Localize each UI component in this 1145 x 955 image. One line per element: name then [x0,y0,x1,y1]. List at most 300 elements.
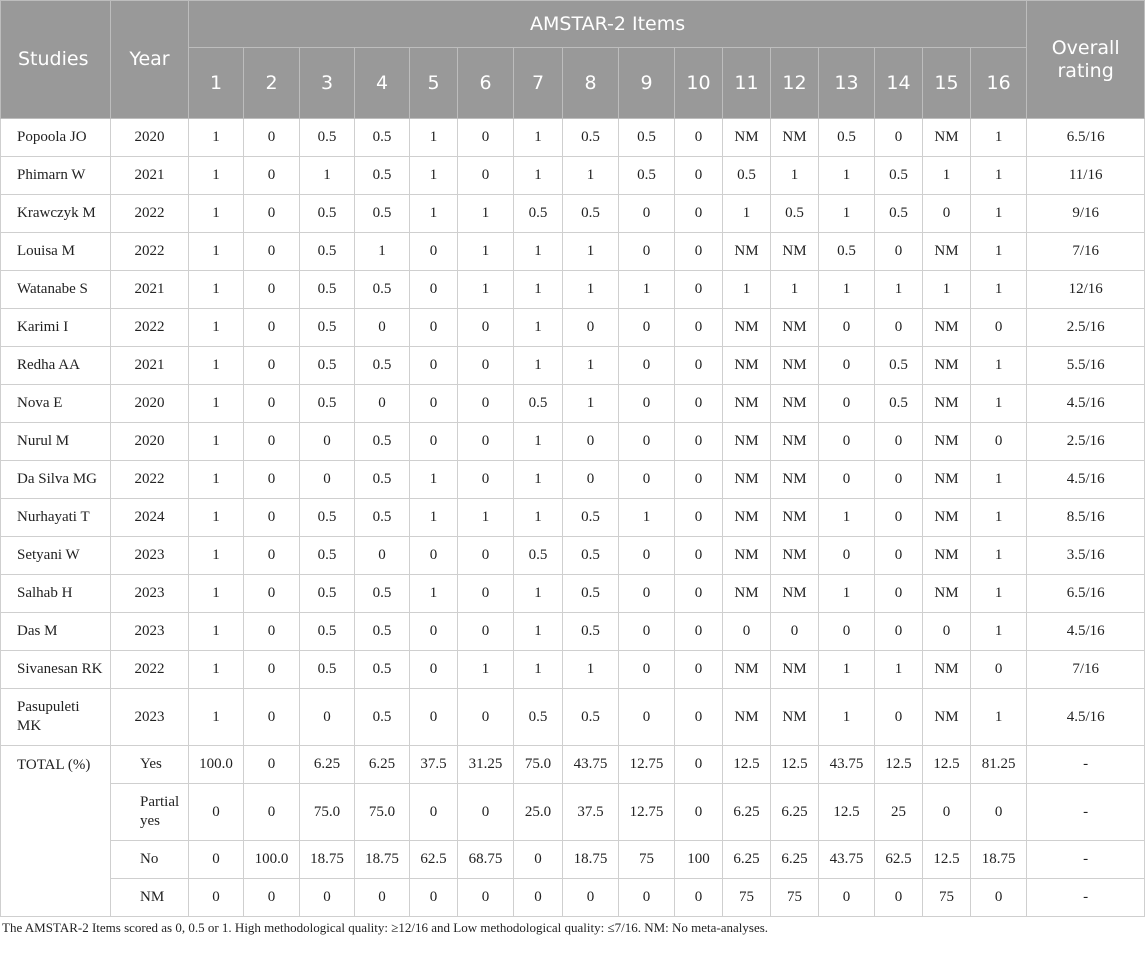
study-name: Salhab H [1,575,111,613]
table-header [1,1,1145,119]
item-score: 0 [675,651,723,689]
item-score: 1 [458,233,514,271]
study-name: Louisa M [1,233,111,271]
total-row [1,841,1145,879]
item-score: 0 [244,385,300,423]
item-score: 0.5 [355,689,410,746]
item-score: 0 [675,119,723,157]
total-value: 37.5 [563,784,619,841]
item-score: 0 [675,195,723,233]
total-value: 43.75 [819,841,875,879]
item-score: NM [723,537,771,575]
item-score: 0 [619,651,675,689]
item-score: 1 [819,651,875,689]
item-score: 0 [619,689,675,746]
total-value: 12.5 [923,746,971,784]
total-value: 12.5 [875,746,923,784]
total-value: 0 [189,784,244,841]
table-row [1,499,1145,537]
total-value: 37.5 [410,746,458,784]
item-score: 0.5 [300,195,355,233]
overall-rating: 4.5/16 [1027,689,1145,746]
item-score: 0 [410,651,458,689]
item-score: 1 [189,537,244,575]
item-score: 0 [675,347,723,385]
item-score: 0.5 [300,233,355,271]
total-category: No [111,841,189,879]
header-item-1: 1 [189,48,244,119]
item-score: 0 [875,233,923,271]
item-score: 1 [514,613,563,651]
total-value: 75 [723,879,771,917]
table-row [1,423,1145,461]
item-score: 0.5 [300,347,355,385]
item-score: NM [923,461,971,499]
total-value: 6.25 [771,841,819,879]
item-score: 0 [875,689,923,746]
item-score: 0 [675,575,723,613]
item-score: NM [923,651,971,689]
total-category: Yes [111,746,189,784]
total-category: NM [111,879,189,917]
item-score: 1 [189,613,244,651]
item-score: 0.5 [355,461,410,499]
item-score: 1 [819,157,875,195]
item-score: 0 [771,613,819,651]
item-score: NM [771,651,819,689]
item-score: 1 [771,271,819,309]
total-value: 75 [771,879,819,917]
total-value: 0 [244,746,300,784]
item-score: 0 [355,309,410,347]
item-score: 1 [514,575,563,613]
header-item-4: 4 [355,48,410,119]
item-score: 1 [410,195,458,233]
item-score: 1 [189,195,244,233]
item-score: 0.5 [563,689,619,746]
study-year: 2023 [111,689,189,746]
item-score: 1 [723,271,771,309]
item-score: 0.5 [514,195,563,233]
item-score: 0 [244,689,300,746]
item-score: 1 [563,651,619,689]
study-year: 2023 [111,613,189,651]
total-value: 0 [675,746,723,784]
item-score: NM [723,119,771,157]
item-score: 0 [819,537,875,575]
item-score: 0 [355,537,410,575]
item-score: 1 [971,233,1027,271]
item-score: 0 [819,423,875,461]
item-score: 0 [300,689,355,746]
item-score: 0 [819,347,875,385]
total-value: 0 [675,784,723,841]
item-score: 0 [300,423,355,461]
item-score: 0 [410,537,458,575]
item-score: 0.5 [355,651,410,689]
item-score: 0 [819,461,875,499]
item-score: 0 [244,195,300,233]
item-score: 0 [458,309,514,347]
item-score: 1 [971,385,1027,423]
study-year: 2022 [111,651,189,689]
item-score: 0 [619,309,675,347]
item-score: 0 [675,423,723,461]
item-score: 1 [819,689,875,746]
item-score: 0 [410,689,458,746]
total-rating: - [1027,879,1145,917]
item-score: 0.5 [875,157,923,195]
study-name: Das M [1,613,111,651]
overall-rating: 12/16 [1027,271,1145,309]
item-score: 0 [458,347,514,385]
item-score: NM [923,537,971,575]
item-score: 1 [514,119,563,157]
total-value: 75.0 [514,746,563,784]
item-score: 0 [819,385,875,423]
item-score: NM [723,575,771,613]
item-score: 1 [819,499,875,537]
total-label: TOTAL (%) [1,746,111,917]
item-score: 1 [458,499,514,537]
item-score: 1 [458,195,514,233]
item-score: 0 [244,651,300,689]
item-score: 0.5 [300,385,355,423]
study-name: Sivanesan RK [1,651,111,689]
total-value: 62.5 [410,841,458,879]
item-score: 0 [410,423,458,461]
table-row [1,385,1145,423]
item-score: 1 [971,195,1027,233]
item-score: NM [723,423,771,461]
item-score: 0 [619,461,675,499]
table-row [1,157,1145,195]
item-score: 0 [458,461,514,499]
overall-rating: 11/16 [1027,157,1145,195]
item-score: 1 [563,385,619,423]
item-score: 0.5 [563,119,619,157]
item-score: NM [771,499,819,537]
study-year: 2022 [111,233,189,271]
total-value: 100.0 [244,841,300,879]
item-score: 0.5 [875,385,923,423]
table-row [1,119,1145,157]
study-name: Da Silva MG [1,461,111,499]
item-score: NM [771,537,819,575]
total-value: 0 [514,879,563,917]
item-score: NM [723,689,771,746]
item-score: 0.5 [563,195,619,233]
item-score: 0 [875,119,923,157]
total-value: 62.5 [875,841,923,879]
item-score: 0.5 [514,537,563,575]
item-score: 1 [514,651,563,689]
item-score: 1 [771,157,819,195]
total-value: 6.25 [723,784,771,841]
item-score: 0 [923,613,971,651]
item-score: NM [723,233,771,271]
item-score: NM [771,423,819,461]
item-score: 0 [675,271,723,309]
total-value: 0 [971,879,1027,917]
item-score: 0.5 [300,575,355,613]
study-name: Krawczyk M [1,195,111,233]
item-score: NM [923,309,971,347]
item-score: 1 [971,537,1027,575]
item-score: 0 [244,613,300,651]
item-score: 0 [410,385,458,423]
item-score: 1 [971,499,1027,537]
total-value: 0 [458,784,514,841]
item-score: 0.5 [355,271,410,309]
item-score: 0 [675,233,723,271]
item-score: 0 [458,119,514,157]
header-year: Year [111,1,189,119]
table-row [1,271,1145,309]
item-score: NM [771,309,819,347]
item-score: 1 [189,385,244,423]
header-item-9: 9 [619,48,675,119]
header-overall-rating: Overall rating [1027,1,1145,119]
item-score: 0 [300,461,355,499]
table-row [1,309,1145,347]
item-score: 0 [458,157,514,195]
item-score: 0.5 [355,347,410,385]
item-score: 0.5 [300,119,355,157]
total-value: 12.5 [723,746,771,784]
item-score: 0 [410,309,458,347]
total-value: 18.75 [300,841,355,879]
item-score: 0 [619,385,675,423]
total-value: 100 [675,841,723,879]
item-score: NM [771,233,819,271]
item-score: 0 [458,385,514,423]
item-score: NM [923,689,971,746]
item-score: 0 [619,613,675,651]
item-score: NM [923,119,971,157]
item-score: 0 [244,271,300,309]
item-score: 1 [189,119,244,157]
total-value: 43.75 [819,746,875,784]
item-score: 1 [458,651,514,689]
item-score: 1 [410,461,458,499]
item-score: 0 [875,613,923,651]
item-score: 1 [971,613,1027,651]
header-item-16: 16 [971,48,1027,119]
total-value: 0 [514,841,563,879]
total-value: 0 [189,841,244,879]
item-score: 1 [619,271,675,309]
item-score: 0 [971,651,1027,689]
item-score: 0.5 [563,537,619,575]
item-score: NM [771,347,819,385]
total-value: 18.75 [355,841,410,879]
study-year: 2020 [111,119,189,157]
item-score: 1 [189,651,244,689]
item-score: 1 [563,233,619,271]
item-score: 0 [675,309,723,347]
total-value: 81.25 [971,746,1027,784]
item-score: 0.5 [563,575,619,613]
item-score: NM [923,575,971,613]
item-score: 0 [923,195,971,233]
total-value: 12.5 [771,746,819,784]
total-value: 0 [244,784,300,841]
item-score: 1 [514,499,563,537]
total-value: 0 [819,879,875,917]
item-score: NM [771,689,819,746]
item-score: NM [923,347,971,385]
item-score: 1 [819,575,875,613]
item-score: 1 [563,271,619,309]
header-studies: Studies [1,1,111,119]
item-score: 1 [410,575,458,613]
item-score: 0 [875,575,923,613]
item-score: 0.5 [723,157,771,195]
item-score: 0 [244,119,300,157]
table-row [1,461,1145,499]
total-value: 6.25 [355,746,410,784]
item-score: NM [771,461,819,499]
item-score: 0 [675,499,723,537]
item-score: NM [723,309,771,347]
item-score: 0 [563,309,619,347]
header-item-2: 2 [244,48,300,119]
item-score: 1 [514,423,563,461]
total-value: 0 [300,879,355,917]
item-score: 0.5 [355,195,410,233]
item-score: 1 [410,157,458,195]
item-score: 1 [514,309,563,347]
item-score: 1 [410,499,458,537]
item-score: 0 [355,385,410,423]
total-rating: - [1027,746,1145,784]
item-score: 0.5 [619,119,675,157]
overall-rating: 8.5/16 [1027,499,1145,537]
header-item-7: 7 [514,48,563,119]
study-name: Nurul M [1,423,111,461]
total-rating: - [1027,784,1145,841]
item-score: 0.5 [300,537,355,575]
total-value: 6.25 [723,841,771,879]
table-row [1,651,1145,689]
study-name: Redha AA [1,347,111,385]
item-score: 0.5 [300,651,355,689]
total-value: 0 [563,879,619,917]
item-score: 1 [875,271,923,309]
item-score: NM [923,423,971,461]
item-score: NM [771,385,819,423]
item-score: 0 [875,309,923,347]
item-score: 0 [675,689,723,746]
total-value: 0 [244,879,300,917]
total-value: 0 [189,879,244,917]
item-score: 0.5 [771,195,819,233]
item-score: 0 [619,233,675,271]
total-value: 0 [355,879,410,917]
item-score: 1 [923,157,971,195]
item-score: 0 [971,423,1027,461]
study-name: Popoola JO [1,119,111,157]
item-score: 1 [971,271,1027,309]
item-score: 0 [723,613,771,651]
item-score: 1 [563,347,619,385]
total-value: 75 [619,841,675,879]
item-score: 0.5 [875,195,923,233]
study-year: 2021 [111,271,189,309]
overall-rating: 6.5/16 [1027,575,1145,613]
total-row [1,746,1145,784]
header-row-group [1,1,1145,48]
item-score: 1 [189,271,244,309]
item-score: 0 [563,423,619,461]
total-value: 12.5 [923,841,971,879]
header-item-6: 6 [458,48,514,119]
total-value: 25 [875,784,923,841]
overall-rating: 4.5/16 [1027,385,1145,423]
item-score: 0 [675,157,723,195]
header-item-3: 3 [300,48,355,119]
table-row [1,195,1145,233]
header-item-8: 8 [563,48,619,119]
study-year: 2021 [111,157,189,195]
item-score: NM [923,385,971,423]
header-item-13: 13 [819,48,875,119]
item-score: NM [771,119,819,157]
item-score: 0 [410,347,458,385]
item-score: 0 [675,613,723,651]
total-value: 12.75 [619,784,675,841]
total-value: 75.0 [300,784,355,841]
item-score: 0.5 [819,233,875,271]
overall-rating: 3.5/16 [1027,537,1145,575]
item-score: 1 [819,271,875,309]
total-value: 68.75 [458,841,514,879]
overall-rating: 7/16 [1027,233,1145,271]
item-score: 1 [971,689,1027,746]
total-value: 43.75 [563,746,619,784]
item-score: 1 [189,347,244,385]
total-value: 0 [458,879,514,917]
study-year: 2022 [111,195,189,233]
total-category: Partial yes [111,784,189,841]
item-score: 1 [923,271,971,309]
item-score: 0 [563,461,619,499]
study-name: Nova E [1,385,111,423]
header-item-12: 12 [771,48,819,119]
total-row [1,879,1145,917]
total-value: 0 [923,784,971,841]
item-score: 1 [514,233,563,271]
header-item-10: 10 [675,48,723,119]
item-score: 0.5 [300,499,355,537]
item-score: 0 [458,537,514,575]
table-row [1,347,1145,385]
item-score: 1 [189,423,244,461]
overall-rating: 2.5/16 [1027,423,1145,461]
item-score: 0 [410,271,458,309]
item-score: NM [723,499,771,537]
study-year: 2020 [111,385,189,423]
total-value: 0 [619,879,675,917]
item-score: 0.5 [563,499,619,537]
header-item-15: 15 [923,48,971,119]
item-score: 0 [619,537,675,575]
item-score: 1 [189,499,244,537]
overall-rating: 6.5/16 [1027,119,1145,157]
total-value: 12.5 [819,784,875,841]
total-value: 75.0 [355,784,410,841]
